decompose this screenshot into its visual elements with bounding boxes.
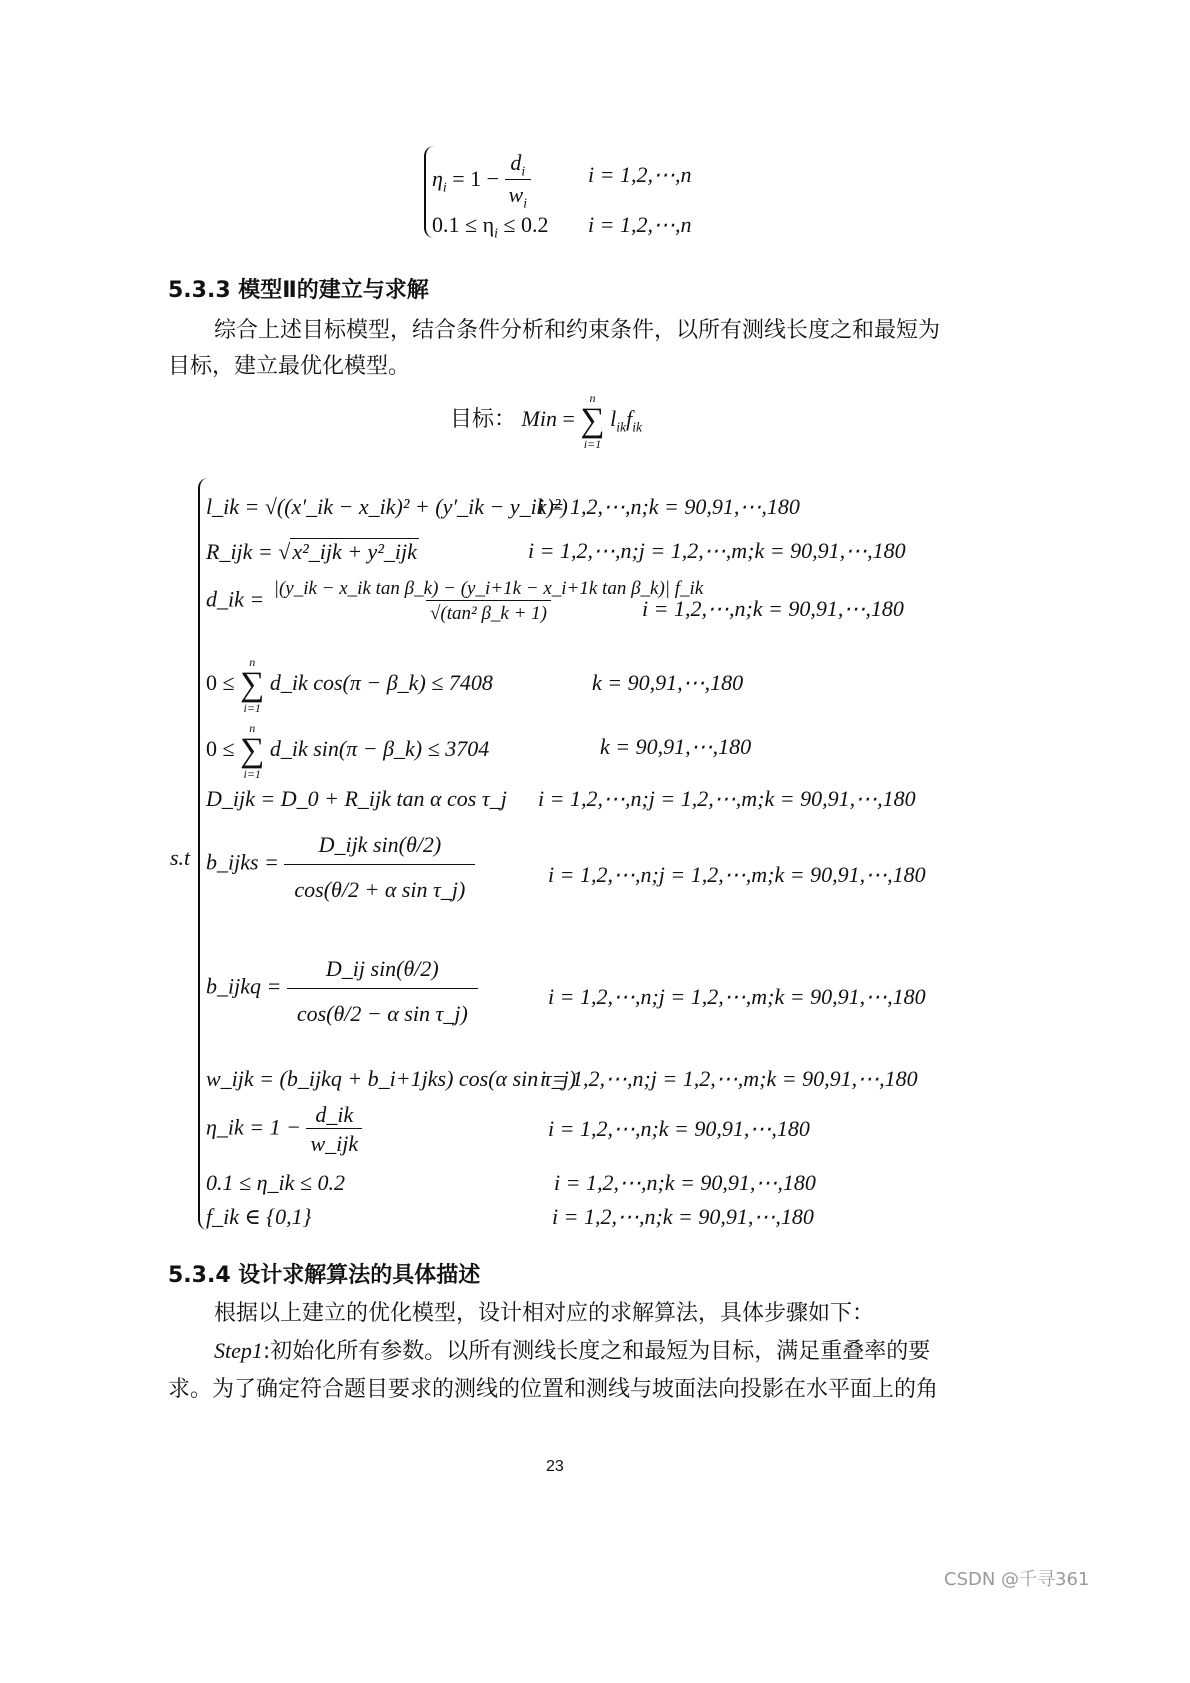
top-fraction: $\frac{d_i}{w_i}$ xyxy=(505,150,531,212)
summation-symbol: n ∑ i=1 xyxy=(580,391,605,451)
constraint-f-binary-condition: i = 1,2,⋯,n;k = 90,91,⋯,180 xyxy=(552,1204,814,1229)
constraint-eta-range-condition: i = 1,2,⋯,n;k = 90,91,⋯,180 xyxy=(554,1170,816,1195)
constraint-r-ijk-condition: i = 1,2,⋯,n;j = 1,2,⋯,m;k = 90,91,⋯,180 xyxy=(528,538,906,563)
top-system-row2-condition: i = 1,2,⋯,n xyxy=(588,212,692,237)
constraint-d-ik-condition: i = 1,2,⋯,n;k = 90,91,⋯,180 xyxy=(642,596,904,621)
section-5-3-3-para-line1: 综合上述目标模型，结合条件分析和约束条件，以所有测线长度之和最短为 xyxy=(214,318,941,343)
csdn-watermark: CSDN @千寻361 xyxy=(944,1569,1090,1590)
section-5-3-4-heading: 5.3.4 设计求解算法的具体描述 xyxy=(168,1263,481,1288)
top-system-row1-condition: i = 1,2,⋯,n xyxy=(588,162,692,187)
section-5-3-3-heading: 5.3.3 模型Ⅱ的建立与求解 xyxy=(168,278,429,303)
constraint-b-ijkq: b_ijkq = $\frac{\text{D\_ij sin(θ/2)}}{\text{cos(θ/2 − α sin τ\_j)}}$ xyxy=(206,950,478,1027)
constraint-x-bound-condition: k = 90,91,⋯,180 xyxy=(592,670,744,695)
constraint-w-ijk-condition: i = 1,2,⋯,n;j = 1,2,⋯,m;k = 90,91,⋯,180 xyxy=(540,1066,918,1091)
constraint-d-ijk: D_ijk = D_0 + R_ijk tan α cos τ_j xyxy=(206,786,507,811)
constraint-d-ijk-condition: i = 1,2,⋯,n;j = 1,2,⋯,m;k = 90,91,⋯,180 xyxy=(538,786,916,811)
constraint-x-bound: 0 ≤ n ∑ i=1 d_ik cos(π − β_k) ≤ 7408 xyxy=(206,655,493,715)
constraint-l-ik: l_ik = √((x′_ik − x_ik)² + (y′_ik − y_ik)²) xyxy=(206,494,568,519)
constraint-eta-ik: η_ik = 1 − $\frac{d\_ik}{\text{w\_ijk}}$ xyxy=(206,1102,362,1157)
step1-label: Step1 xyxy=(214,1338,263,1363)
objective-function: 目标： Min = n ∑ i=1 $l_{ik}f_{ik}$ xyxy=(450,391,643,451)
constraint-d-ik: d_ik = $\frac{\text{|(y\_ik − x\_ik tan β\_k) − (y\_i+1k − x\_i+1k tan β\_k)| f\_ik}}{\text{√(tan² β\_k + 1)}}$ xyxy=(206,578,704,624)
st-label: s.t xyxy=(170,845,191,870)
constraint-b-ijks: b_ijks = $\frac{\text{D\_ijk sin(θ/2)}}{\text{cos(θ/2 + α sin τ\_j)}}$ xyxy=(206,826,475,903)
constraint-eta-ik-condition: i = 1,2,⋯,n;k = 90,91,⋯,180 xyxy=(548,1116,810,1141)
section-5-3-4-para1: 根据以上建立的优化模型，设计相对应的求解算法，具体步骤如下： xyxy=(214,1301,875,1326)
constraint-r-ijk: R_ijk = √x²_ijk + y²_ijk xyxy=(206,539,417,564)
constraint-f-binary: f_ik ∈ {0,1} xyxy=(206,1204,312,1229)
step1-line1: Step1:初始化所有参数。以所有测线长度之和最短为目标，满足重叠率的要 xyxy=(214,1338,931,1364)
section-5-3-3-para-line2: 目标，建立最优化模型。 xyxy=(168,354,411,379)
constraint-y-bound-condition: k = 90,91,⋯,180 xyxy=(600,734,752,759)
constraint-l-ik-condition: i = 1,2,⋯,n;k = 90,91,⋯,180 xyxy=(538,494,800,519)
top-system-row1: $\eta_i = 1$ − $\frac{d_i}{w_i}$ xyxy=(432,150,531,212)
top-system-row2: $0.1 \le \eta_i \le 0.2$ xyxy=(432,212,549,241)
constraint-b-ijkq-condition: i = 1,2,⋯,n;j = 1,2,⋯,m;k = 90,91,⋯,180 xyxy=(548,984,926,1009)
constraint-w-ijk: w_ijk = (b_ijkq + b_i+1jks) cos(α sin τ_j) xyxy=(206,1066,577,1091)
constraint-y-bound: 0 ≤ n ∑ i=1 d_ik sin(π − β_k) ≤ 3704 xyxy=(206,721,490,781)
constraint-b-ijks-condition: i = 1,2,⋯,n;j = 1,2,⋯,m;k = 90,91,⋯,180 xyxy=(548,862,926,887)
constraint-eta-range: 0.1 ≤ η_ik ≤ 0.2 xyxy=(206,1170,345,1195)
page-number: 23 xyxy=(546,1458,564,1475)
step1-line2: 求。为了确定符合题目要求的测线的位置和测线与坡面法向投影在水平面上的角 xyxy=(168,1377,939,1402)
